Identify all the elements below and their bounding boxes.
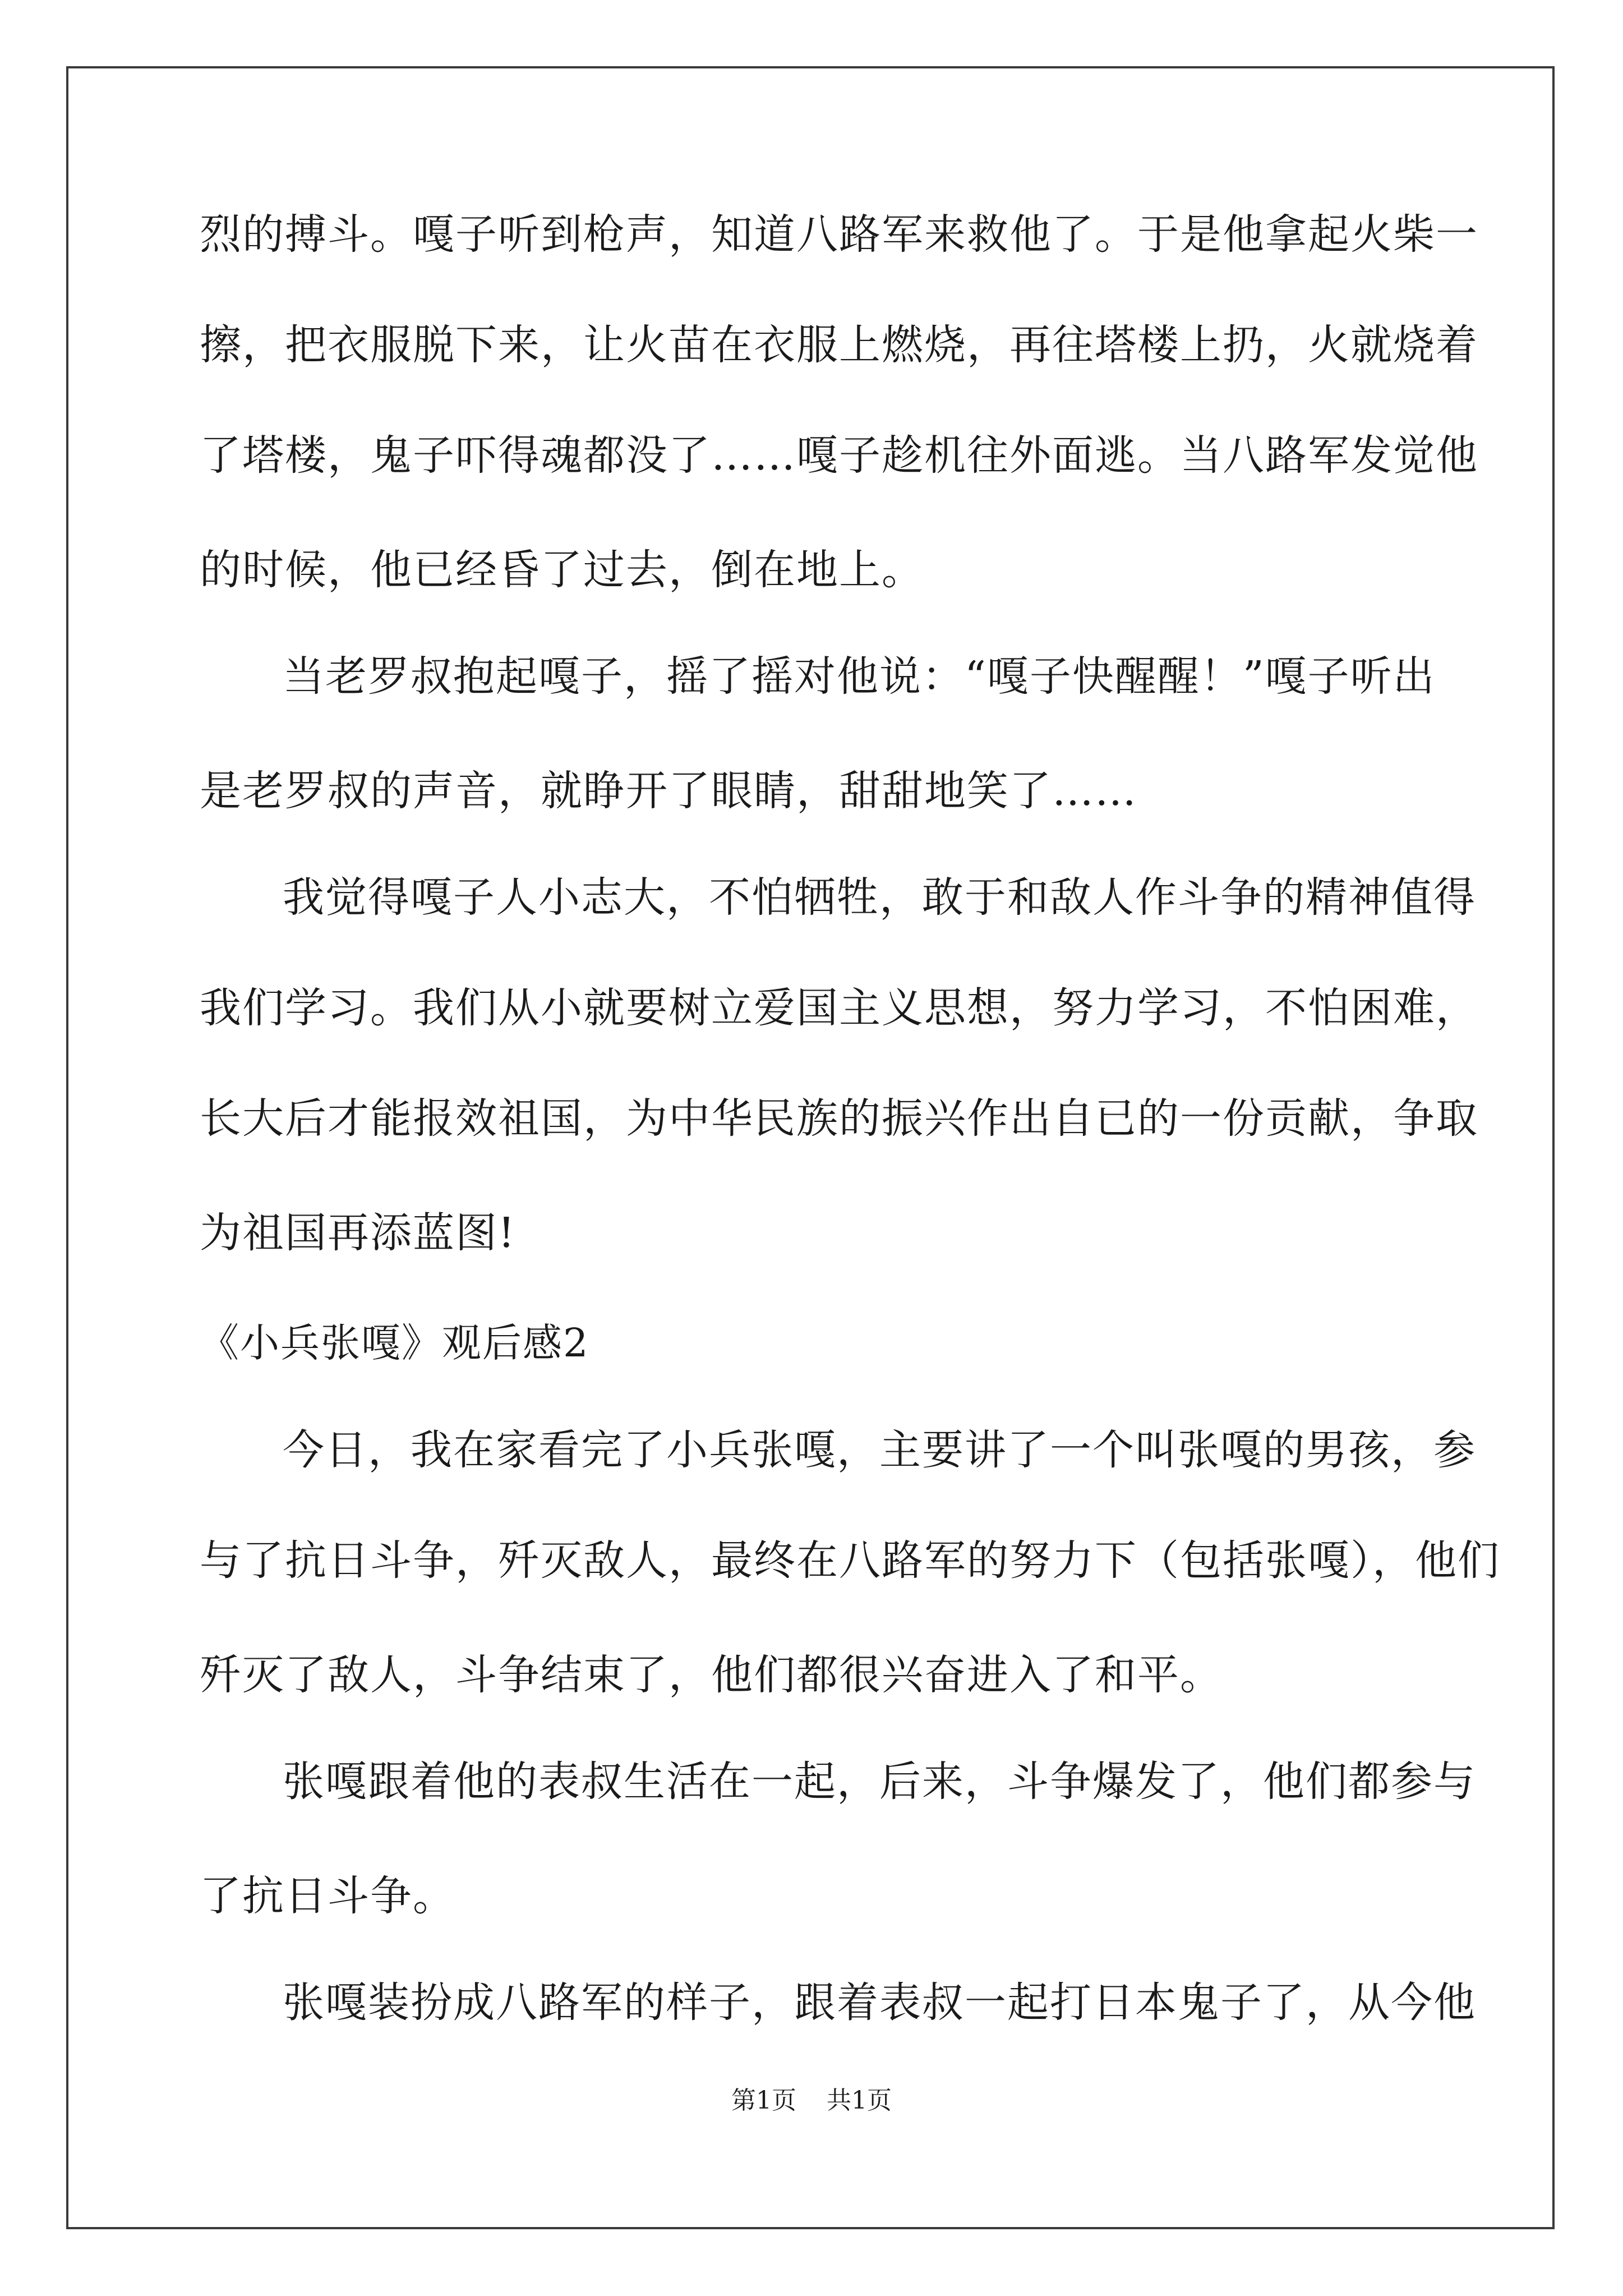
text-line: 擦，把衣服脱下来，让火苗在衣服上燃烧，再往塔楼上扔，火就烧着 (200, 321, 1478, 369)
text-line: 今日，我在家看完了小兵张嘎，主要讲了一个叫张嘎的男孩，参 (283, 1426, 1476, 1474)
page-number-current: 第1页 (731, 2086, 796, 2115)
text-line: 了塔楼，鬼子吓得魂都没了……嘎子趁机往外面逃。当八路军发觉他 (200, 431, 1478, 480)
page-footer (0, 2080, 1623, 2116)
text-line: 了抗日斗争。 (200, 1871, 455, 1920)
text-line: 歼灭了敌人，斗争结束了，他们都很兴奋进入了和平。 (200, 1650, 1223, 1699)
text-line: 我觉得嘎子人小志大，不怕牺牲，敢于和敌人作斗争的精神值得 (283, 873, 1476, 922)
text-line: 与了抗日斗争，歼灭敌人，最终在八路军的努力下（包括张嘎），他们 (200, 1536, 1500, 1585)
text-line: 我们学习。我们从小就要树立爱国主义思想，努力学习，不怕困难， (200, 984, 1478, 1032)
text-line: 烈的搏斗。嘎子听到枪声，知道八路军来救他了。于是他拿起火柴一 (200, 210, 1478, 259)
text-line: 当老罗叔抱起嘎子，摇了摇对他说：“嘎子快醒醒！”嘎子听出 (283, 652, 1436, 701)
text-line: 的时候，他已经昏了过去，倒在地上。 (200, 545, 924, 594)
text-line: 长大后才能报效祖国，为中华民族的振兴作出自已的一份贡献，争取 (200, 1094, 1478, 1143)
section-heading: 《小兵张嘎》观后感2 (200, 1320, 589, 1366)
text-line: 是老罗叔的声音，就睁开了眼睛，甜甜地笑了…… (200, 766, 1137, 815)
text-line: 张嘎装扮成八路军的样子，跟着表叔一起打日本鬼子了，从今他 (283, 1978, 1476, 2027)
text-line: 张嘎跟着他的表叔生活在一起，后来，斗争爆发了，他们都参与 (283, 1757, 1476, 1806)
document-body (200, 180, 1500, 2058)
text-line: 为祖国再添蓝图! (200, 1208, 516, 1257)
page-number-total: 共1页 (827, 2086, 892, 2115)
